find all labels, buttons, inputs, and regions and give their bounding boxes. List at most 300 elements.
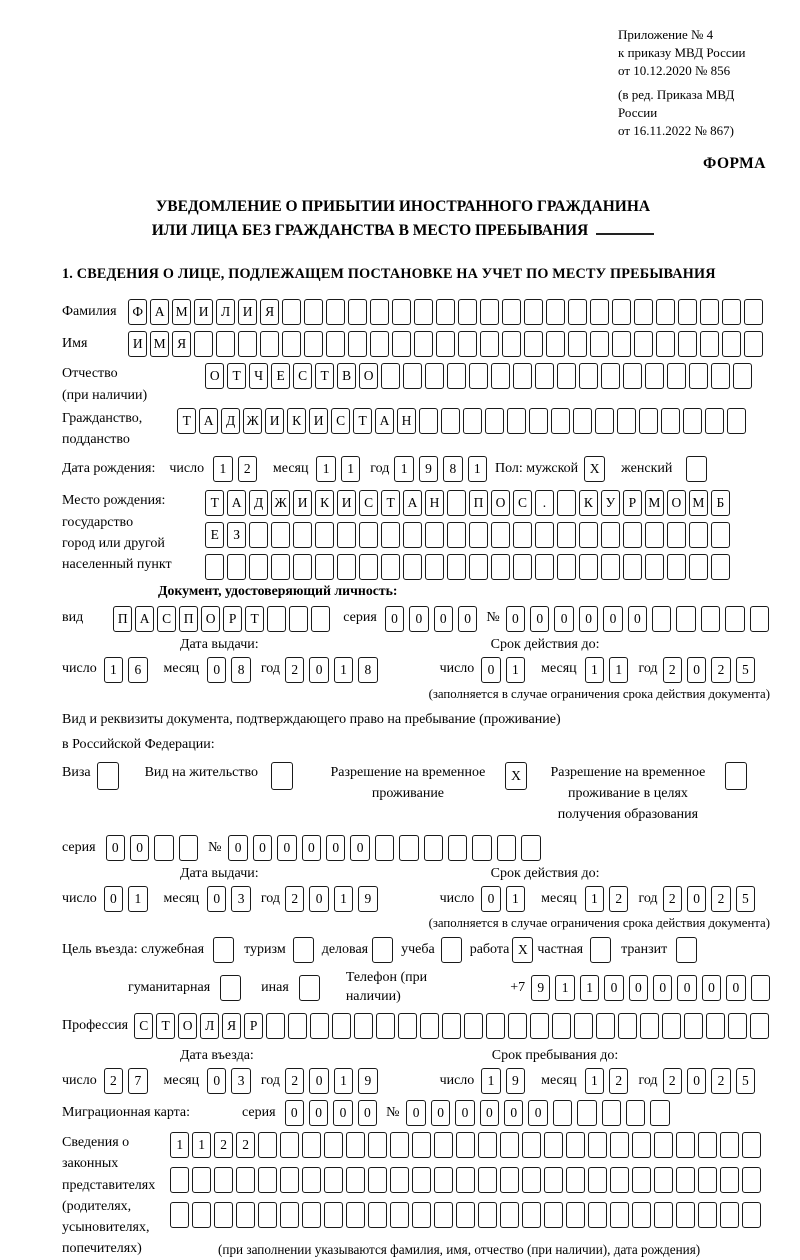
form-cell[interactable] (310, 1013, 329, 1039)
form-cell[interactable]: Т (353, 408, 372, 434)
form-cell[interactable] (249, 554, 268, 580)
form-cell[interactable] (194, 331, 213, 357)
form-cell[interactable] (205, 554, 224, 580)
form-cell[interactable] (601, 522, 620, 548)
form-cell[interactable]: 0 (431, 1100, 450, 1126)
form-cell[interactable] (568, 331, 587, 357)
form-cell[interactable] (588, 1202, 607, 1228)
form-cell[interactable]: Д (249, 490, 268, 516)
form-cell[interactable] (324, 1202, 343, 1228)
form-cell[interactable] (442, 1013, 461, 1039)
form-cell[interactable] (513, 554, 532, 580)
form-cell[interactable] (302, 1202, 321, 1228)
form-cell[interactable] (678, 299, 697, 325)
form-cell[interactable]: С (359, 490, 378, 516)
form-cell[interactable]: 3 (231, 886, 250, 912)
form-cell[interactable] (434, 1167, 453, 1193)
form-cell[interactable] (220, 975, 241, 1001)
form-cell[interactable] (324, 1167, 343, 1193)
form-cell[interactable] (601, 554, 620, 580)
form-cell[interactable] (375, 835, 394, 861)
form-cell[interactable]: Л (200, 1013, 219, 1039)
form-cell[interactable]: И (194, 299, 213, 325)
form-cell[interactable] (574, 1013, 593, 1039)
form-cell[interactable]: 0 (687, 1068, 706, 1094)
form-cell[interactable] (392, 299, 411, 325)
form-cell[interactable]: 0 (309, 657, 328, 683)
form-cell[interactable]: 0 (130, 835, 149, 861)
form-cell[interactable] (654, 1167, 673, 1193)
form-cell[interactable] (304, 299, 323, 325)
form-cell[interactable]: 0 (207, 886, 226, 912)
form-cell[interactable] (370, 331, 389, 357)
form-cell[interactable] (500, 1202, 519, 1228)
form-cell[interactable] (623, 554, 642, 580)
form-cell[interactable]: С (331, 408, 350, 434)
form-cell[interactable] (626, 1100, 645, 1126)
form-cell[interactable] (645, 522, 664, 548)
form-cell[interactable] (595, 408, 614, 434)
form-cell[interactable] (348, 331, 367, 357)
form-cell[interactable]: О (491, 490, 510, 516)
form-cell[interactable]: 2 (663, 886, 682, 912)
form-cell[interactable] (258, 1132, 277, 1158)
form-cell[interactable] (441, 937, 462, 963)
form-cell[interactable] (588, 1167, 607, 1193)
form-cell[interactable] (676, 1202, 695, 1228)
form-cell[interactable]: 0 (409, 606, 428, 632)
form-cell[interactable]: 0 (554, 606, 573, 632)
form-cell[interactable] (601, 363, 620, 389)
form-cell[interactable]: 2 (711, 657, 730, 683)
form-cell[interactable] (720, 1132, 739, 1158)
form-cell[interactable] (634, 331, 653, 357)
form-cell[interactable] (390, 1167, 409, 1193)
form-cell[interactable] (667, 554, 686, 580)
form-cell[interactable]: 0 (603, 606, 622, 632)
form-cell[interactable]: 0 (702, 975, 721, 1001)
form-cell[interactable]: 3 (231, 1068, 250, 1094)
form-cell[interactable]: 2 (711, 1068, 730, 1094)
form-cell[interactable]: А (135, 606, 154, 632)
form-cell[interactable]: 0 (628, 606, 647, 632)
form-cell[interactable] (744, 331, 763, 357)
form-cell[interactable]: К (315, 490, 334, 516)
form-cell[interactable]: П (469, 490, 488, 516)
form-cell[interactable] (258, 1202, 277, 1228)
form-cell[interactable]: Т (156, 1013, 175, 1039)
form-cell[interactable] (744, 299, 763, 325)
form-cell[interactable]: П (113, 606, 132, 632)
form-cell[interactable] (535, 363, 554, 389)
form-cell[interactable] (552, 1013, 571, 1039)
form-cell[interactable]: X (584, 456, 605, 482)
form-cell[interactable] (632, 1202, 651, 1228)
form-cell[interactable] (271, 522, 290, 548)
form-cell[interactable]: Т (245, 606, 264, 632)
form-cell[interactable]: 0 (579, 606, 598, 632)
form-cell[interactable]: 2 (214, 1132, 233, 1158)
form-cell[interactable] (282, 299, 301, 325)
form-cell[interactable] (513, 363, 532, 389)
form-cell[interactable] (368, 1167, 387, 1193)
form-cell[interactable] (720, 1202, 739, 1228)
form-cell[interactable]: 0 (253, 835, 272, 861)
form-cell[interactable]: 5 (736, 1068, 755, 1094)
form-cell[interactable] (656, 299, 675, 325)
form-cell[interactable] (733, 363, 752, 389)
form-cell[interactable]: С (157, 606, 176, 632)
form-cell[interactable] (324, 1132, 343, 1158)
form-cell[interactable]: 0 (285, 1100, 304, 1126)
form-cell[interactable] (684, 1013, 703, 1039)
form-cell[interactable]: 0 (333, 1100, 352, 1126)
form-cell[interactable]: 0 (350, 835, 369, 861)
form-cell[interactable]: 0 (434, 606, 453, 632)
form-cell[interactable] (236, 1167, 255, 1193)
form-cell[interactable] (551, 408, 570, 434)
form-cell[interactable]: Т (315, 363, 334, 389)
form-cell[interactable] (610, 1132, 629, 1158)
form-cell[interactable] (524, 331, 543, 357)
form-cell[interactable] (500, 1132, 519, 1158)
form-cell[interactable]: Б (711, 490, 730, 516)
form-cell[interactable] (368, 1202, 387, 1228)
form-cell[interactable] (236, 1202, 255, 1228)
form-cell[interactable] (213, 937, 234, 963)
form-cell[interactable]: Л (216, 299, 235, 325)
form-cell[interactable]: 1 (341, 456, 360, 482)
form-cell[interactable] (557, 554, 576, 580)
form-cell[interactable] (522, 1132, 541, 1158)
form-cell[interactable] (214, 1167, 233, 1193)
form-cell[interactable] (359, 554, 378, 580)
form-cell[interactable]: 1 (609, 657, 628, 683)
form-cell[interactable] (354, 1013, 373, 1039)
form-cell[interactable]: 1 (555, 975, 574, 1001)
form-cell[interactable]: 2 (663, 1068, 682, 1094)
form-cell[interactable] (639, 408, 658, 434)
form-cell[interactable] (502, 331, 521, 357)
form-cell[interactable]: 0 (302, 835, 321, 861)
form-cell[interactable] (299, 975, 320, 1001)
form-cell[interactable] (661, 408, 680, 434)
form-cell[interactable] (568, 299, 587, 325)
form-cell[interactable]: 0 (358, 1100, 377, 1126)
form-cell[interactable] (179, 835, 198, 861)
form-cell[interactable] (689, 363, 708, 389)
form-cell[interactable] (403, 363, 422, 389)
form-cell[interactable] (447, 363, 466, 389)
form-cell[interactable]: 0 (726, 975, 745, 1001)
form-cell[interactable]: 9 (419, 456, 438, 482)
form-cell[interactable]: 0 (277, 835, 296, 861)
form-cell[interactable] (326, 299, 345, 325)
form-cell[interactable] (634, 299, 653, 325)
form-cell[interactable]: З (227, 522, 246, 548)
form-cell[interactable] (419, 408, 438, 434)
form-cell[interactable]: О (667, 490, 686, 516)
form-cell[interactable]: О (201, 606, 220, 632)
form-cell[interactable] (557, 522, 576, 548)
form-cell[interactable]: Ф (128, 299, 147, 325)
form-cell[interactable]: 2 (285, 657, 304, 683)
form-cell[interactable] (258, 1167, 277, 1193)
form-cell[interactable]: 0 (629, 975, 648, 1001)
form-cell[interactable]: 0 (530, 606, 549, 632)
form-cell[interactable] (725, 762, 747, 790)
form-cell[interactable]: В (337, 363, 356, 389)
form-cell[interactable]: 0 (309, 1100, 328, 1126)
form-cell[interactable] (652, 606, 671, 632)
form-cell[interactable] (577, 1100, 596, 1126)
form-cell[interactable] (491, 554, 510, 580)
form-cell[interactable] (293, 937, 314, 963)
form-cell[interactable]: А (375, 408, 394, 434)
form-cell[interactable]: 0 (106, 835, 125, 861)
form-cell[interactable] (434, 1202, 453, 1228)
form-cell[interactable] (632, 1167, 651, 1193)
form-cell[interactable] (469, 363, 488, 389)
form-cell[interactable] (722, 331, 741, 357)
form-cell[interactable]: О (359, 363, 378, 389)
form-cell[interactable] (698, 1132, 717, 1158)
form-cell[interactable]: 0 (104, 886, 123, 912)
form-cell[interactable]: 9 (358, 886, 377, 912)
form-cell[interactable]: М (689, 490, 708, 516)
form-cell[interactable]: М (172, 299, 191, 325)
form-cell[interactable]: 1 (585, 1068, 604, 1094)
form-cell[interactable]: Т (205, 490, 224, 516)
form-cell[interactable] (249, 522, 268, 548)
form-cell[interactable] (530, 1013, 549, 1039)
form-cell[interactable] (544, 1167, 563, 1193)
form-cell[interactable] (315, 554, 334, 580)
form-cell[interactable]: А (403, 490, 422, 516)
form-cell[interactable] (424, 835, 443, 861)
form-cell[interactable]: 7 (128, 1068, 147, 1094)
form-cell[interactable] (346, 1132, 365, 1158)
form-cell[interactable]: К (287, 408, 306, 434)
form-cell[interactable] (486, 1013, 505, 1039)
form-cell[interactable] (390, 1132, 409, 1158)
form-cell[interactable] (566, 1202, 585, 1228)
form-cell[interactable]: С (293, 363, 312, 389)
form-cell[interactable] (667, 522, 686, 548)
form-cell[interactable] (271, 762, 293, 790)
form-cell[interactable] (751, 975, 770, 1001)
form-cell[interactable] (698, 1167, 717, 1193)
form-cell[interactable]: X (505, 762, 527, 790)
form-cell[interactable] (170, 1167, 189, 1193)
form-cell[interactable] (728, 1013, 747, 1039)
form-cell[interactable]: 1 (213, 456, 232, 482)
form-cell[interactable] (315, 522, 334, 548)
form-cell[interactable] (348, 299, 367, 325)
form-cell[interactable] (508, 1013, 527, 1039)
form-cell[interactable]: 0 (207, 1068, 226, 1094)
form-cell[interactable] (701, 606, 720, 632)
form-cell[interactable]: 1 (506, 657, 525, 683)
form-cell[interactable] (610, 1202, 629, 1228)
form-cell[interactable] (485, 408, 504, 434)
form-cell[interactable] (700, 331, 719, 357)
form-cell[interactable]: Д (221, 408, 240, 434)
form-cell[interactable] (302, 1132, 321, 1158)
form-cell[interactable] (288, 1013, 307, 1039)
form-cell[interactable] (216, 331, 235, 357)
form-cell[interactable]: Р (623, 490, 642, 516)
form-cell[interactable] (370, 299, 389, 325)
form-cell[interactable] (742, 1167, 761, 1193)
form-cell[interactable]: 1 (585, 886, 604, 912)
form-cell[interactable] (289, 606, 308, 632)
form-cell[interactable] (304, 331, 323, 357)
form-cell[interactable]: Т (177, 408, 196, 434)
form-cell[interactable] (469, 522, 488, 548)
form-cell[interactable] (497, 835, 516, 861)
form-cell[interactable] (425, 522, 444, 548)
form-cell[interactable] (654, 1202, 673, 1228)
form-cell[interactable]: Я (260, 299, 279, 325)
form-cell[interactable]: 9 (358, 1068, 377, 1094)
form-cell[interactable]: 2 (285, 1068, 304, 1094)
form-cell[interactable]: И (128, 331, 147, 357)
form-cell[interactable] (456, 1202, 475, 1228)
form-cell[interactable] (381, 554, 400, 580)
form-cell[interactable] (632, 1132, 651, 1158)
form-cell[interactable]: И (265, 408, 284, 434)
form-cell[interactable] (535, 554, 554, 580)
form-cell[interactable] (662, 1013, 681, 1039)
form-cell[interactable]: 9 (506, 1068, 525, 1094)
form-cell[interactable]: 0 (506, 606, 525, 632)
form-cell[interactable] (260, 331, 279, 357)
form-cell[interactable]: 1 (128, 886, 147, 912)
form-cell[interactable] (546, 299, 565, 325)
form-cell[interactable] (676, 937, 697, 963)
form-cell[interactable] (390, 1202, 409, 1228)
form-cell[interactable] (750, 1013, 769, 1039)
form-cell[interactable] (522, 1167, 541, 1193)
form-cell[interactable] (617, 408, 636, 434)
form-cell[interactable] (381, 363, 400, 389)
form-cell[interactable]: 1 (394, 456, 413, 482)
form-cell[interactable] (420, 1013, 439, 1039)
form-cell[interactable]: У (601, 490, 620, 516)
form-cell[interactable] (97, 762, 119, 790)
form-cell[interactable] (544, 1132, 563, 1158)
form-cell[interactable]: Н (425, 490, 444, 516)
form-cell[interactable]: Р (244, 1013, 263, 1039)
form-cell[interactable]: 2 (663, 657, 682, 683)
form-cell[interactable]: П (179, 606, 198, 632)
form-cell[interactable] (372, 937, 393, 963)
form-cell[interactable]: 2 (609, 886, 628, 912)
form-cell[interactable] (579, 554, 598, 580)
form-cell[interactable]: 0 (385, 606, 404, 632)
form-cell[interactable] (640, 1013, 659, 1039)
form-cell[interactable] (521, 835, 540, 861)
form-cell[interactable]: Ж (243, 408, 262, 434)
form-cell[interactable]: К (579, 490, 598, 516)
form-cell[interactable] (478, 1202, 497, 1228)
form-cell[interactable]: 5 (736, 657, 755, 683)
form-cell[interactable] (566, 1167, 585, 1193)
form-cell[interactable] (654, 1132, 673, 1158)
form-cell[interactable]: 2 (238, 456, 257, 482)
form-cell[interactable] (683, 408, 702, 434)
form-cell[interactable] (727, 408, 746, 434)
form-cell[interactable] (557, 490, 576, 516)
form-cell[interactable] (602, 1100, 621, 1126)
form-cell[interactable] (480, 331, 499, 357)
form-cell[interactable]: 0 (309, 1068, 328, 1094)
form-cell[interactable]: А (150, 299, 169, 325)
form-cell[interactable] (398, 1013, 417, 1039)
form-cell[interactable] (412, 1132, 431, 1158)
form-cell[interactable] (192, 1202, 211, 1228)
form-cell[interactable]: 8 (231, 657, 250, 683)
form-cell[interactable]: 1 (334, 886, 353, 912)
form-cell[interactable] (458, 331, 477, 357)
form-cell[interactable]: С (513, 490, 532, 516)
form-cell[interactable] (472, 835, 491, 861)
form-cell[interactable] (590, 331, 609, 357)
form-cell[interactable]: 0 (406, 1100, 425, 1126)
form-cell[interactable]: 2 (285, 886, 304, 912)
form-cell[interactable]: Е (205, 522, 224, 548)
form-cell[interactable] (464, 1013, 483, 1039)
form-cell[interactable]: 1 (585, 657, 604, 683)
form-cell[interactable]: М (645, 490, 664, 516)
form-cell[interactable]: 0 (228, 835, 247, 861)
form-cell[interactable] (676, 1167, 695, 1193)
form-cell[interactable]: 2 (609, 1068, 628, 1094)
form-cell[interactable] (480, 299, 499, 325)
form-cell[interactable] (412, 1167, 431, 1193)
form-cell[interactable] (425, 554, 444, 580)
form-cell[interactable] (535, 522, 554, 548)
form-cell[interactable] (711, 554, 730, 580)
form-cell[interactable] (573, 408, 592, 434)
form-cell[interactable]: 2 (104, 1068, 123, 1094)
form-cell[interactable]: 0 (481, 886, 500, 912)
form-cell[interactable]: 1 (506, 886, 525, 912)
form-cell[interactable] (434, 1132, 453, 1158)
form-cell[interactable] (478, 1167, 497, 1193)
form-cell[interactable]: 6 (128, 657, 147, 683)
form-cell[interactable] (742, 1202, 761, 1228)
form-cell[interactable]: О (205, 363, 224, 389)
form-cell[interactable]: С (134, 1013, 153, 1039)
form-cell[interactable]: 1 (481, 1068, 500, 1094)
form-cell[interactable]: М (150, 331, 169, 357)
form-cell[interactable] (705, 408, 724, 434)
form-cell[interactable]: 0 (653, 975, 672, 1001)
form-cell[interactable] (491, 363, 510, 389)
form-cell[interactable] (154, 835, 173, 861)
form-cell[interactable]: 0 (458, 606, 477, 632)
form-cell[interactable] (280, 1202, 299, 1228)
form-cell[interactable]: X (512, 937, 533, 963)
form-cell[interactable] (447, 490, 466, 516)
form-cell[interactable]: 1 (580, 975, 599, 1001)
form-cell[interactable] (403, 522, 422, 548)
form-cell[interactable]: 2 (236, 1132, 255, 1158)
form-cell[interactable] (546, 331, 565, 357)
form-cell[interactable]: 1 (334, 1068, 353, 1094)
